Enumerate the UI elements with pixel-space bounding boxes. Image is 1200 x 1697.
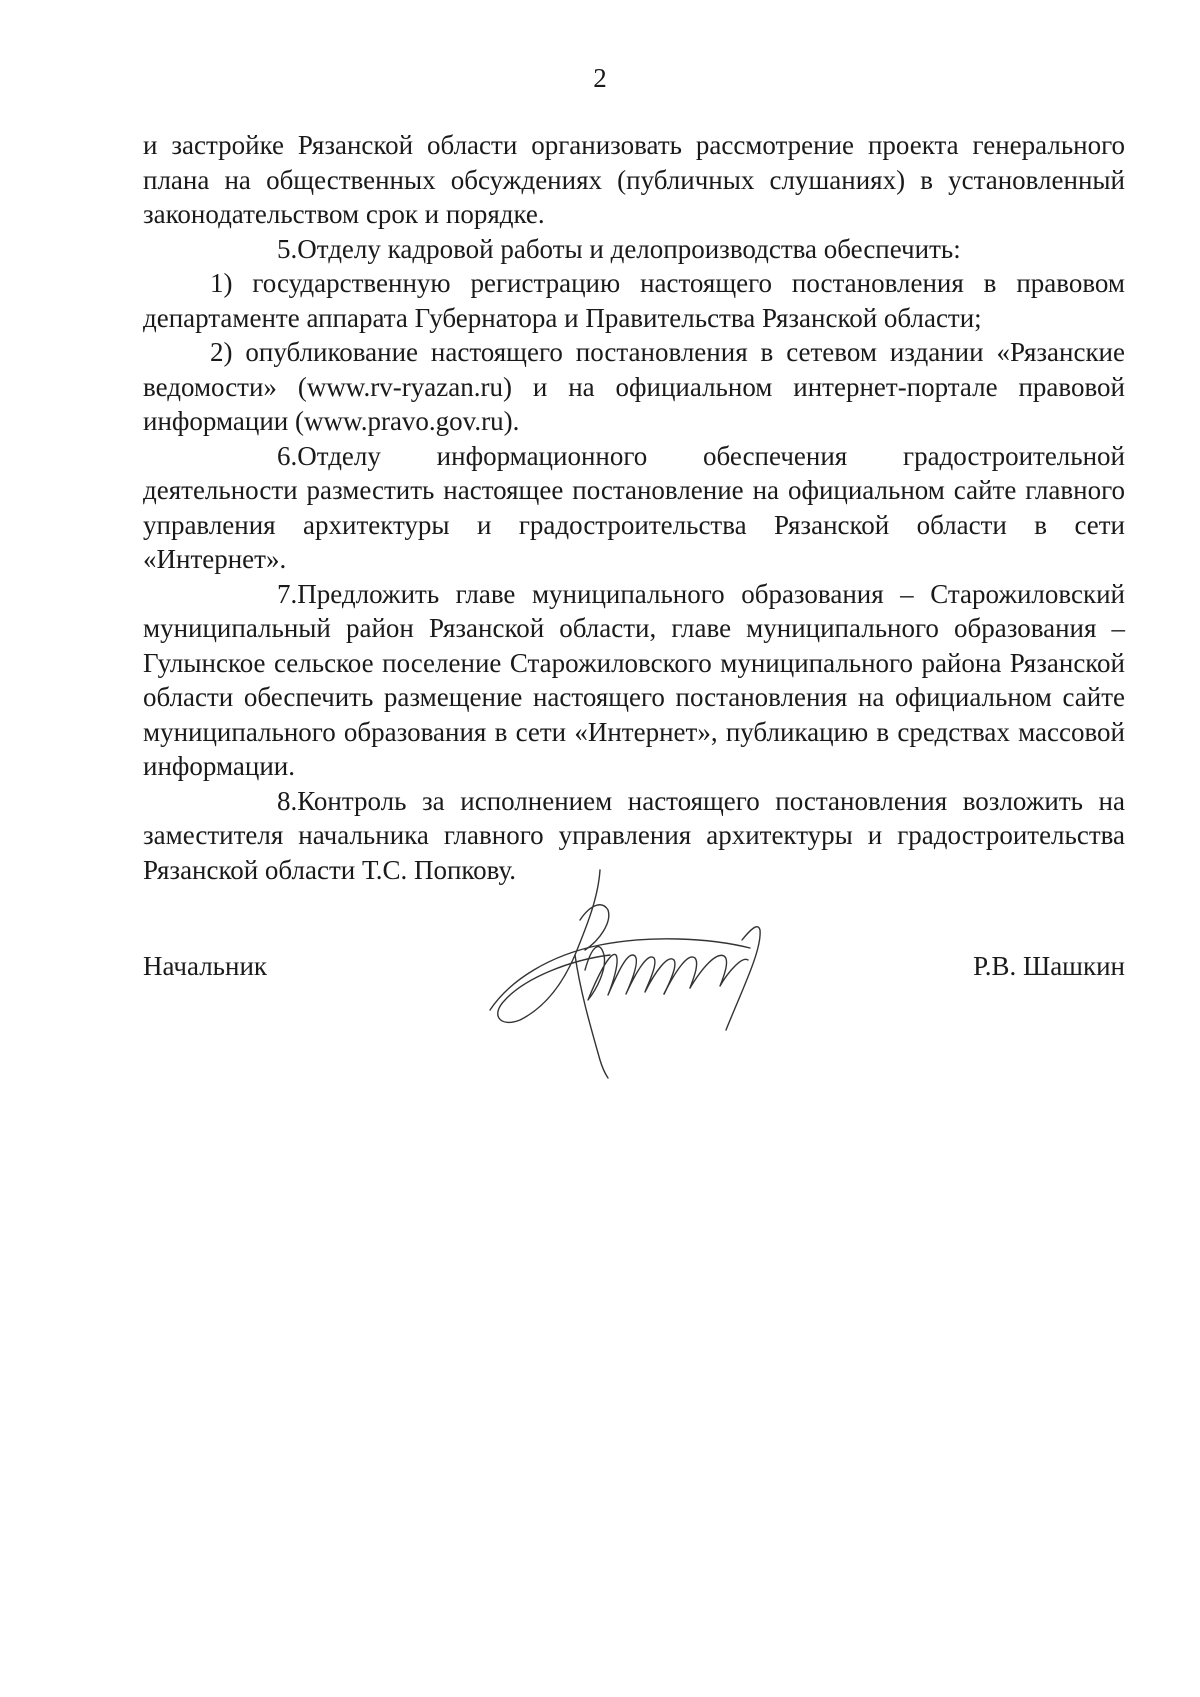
signatory-name: Р.В. Шашкин xyxy=(973,951,1125,981)
handwritten-signature xyxy=(480,860,840,1080)
paragraph-continuation: и застройке Рязанской области организовать рассмотрение проекта генерального плана на общественных обсуждениях (публичных слушаниях) в установленный законодательством срок и порядке. xyxy=(143,130,1125,229)
document-body xyxy=(143,128,1125,887)
paragraph-text: Контроль за исполнением настоящего постановления возложить на заместителя начальника главного управления архитектуры и градостроительства Рязанской области Т.С. Попкову. xyxy=(143,785,1125,885)
paragraph-number: 5. xyxy=(277,233,298,264)
paragraph-5 xyxy=(143,232,1125,267)
paragraph-text: Отделу информационного обеспечения градостроительной деятельности разместить настоящее постановление на официальном сайте главного управления архитектуры и градостроительства Рязанской области в сети «Интернет». xyxy=(143,440,1125,574)
paragraph-5-1: 1) государственную регистрацию настоящего постановления в правовом департаменте аппарата Губернатора и Правительства Рязанской области; xyxy=(143,268,1125,333)
paragraph-6 xyxy=(143,439,1125,577)
paragraph-number: 7. xyxy=(277,578,298,609)
paragraph-text: Предложить главе муниципального образования – Старожиловский муниципальный район Рязанской области, главе муниципального образования – Гулынское сельское поселение Старожиловского муниципального района Рязанской области обеспечить размещение настоящего постановления на официальном сайте муниципального образования в сети «Интернет», публикацию в средствах массовой информации. xyxy=(143,578,1125,781)
paragraph-text: Отделу кадровой работы и делопроизводства обеспечить: xyxy=(297,233,961,264)
paragraph-number: 8. xyxy=(277,785,298,816)
page-number: 2 xyxy=(593,63,607,93)
paragraph-5-2: 2) опубликование настоящего постановления в сетевом издании «Рязанские ведомости» (www.rv-ryazan.ru) и на официальном интернет-портале правовой информации (www.pravo.gov.ru). xyxy=(143,337,1125,436)
signatory-position: Начальник xyxy=(143,951,268,981)
paragraph-number: 6. xyxy=(277,440,298,471)
paragraph-7 xyxy=(143,577,1125,784)
